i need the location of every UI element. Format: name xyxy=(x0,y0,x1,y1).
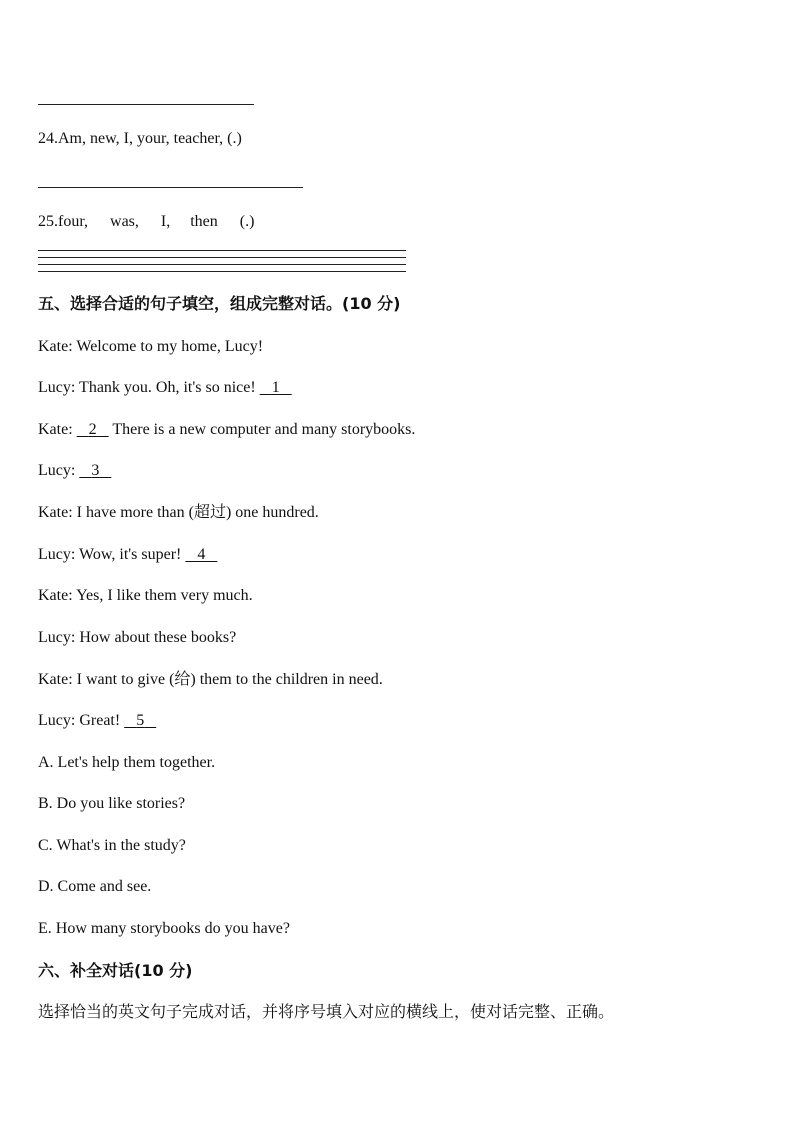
word: was, xyxy=(110,213,139,230)
line-text: Wow, it's super! xyxy=(79,546,182,563)
speaker: Lucy: xyxy=(38,462,76,479)
dialogue-line xyxy=(38,670,383,690)
blank-number: 1 xyxy=(271,379,280,396)
blank-2[interactable] xyxy=(77,420,109,440)
word: (.) xyxy=(239,213,255,230)
answer-line[interactable] xyxy=(38,257,406,258)
dialogue-line xyxy=(38,586,253,606)
speaker: Lucy: xyxy=(38,379,76,396)
option-e: E. How many storybooks do you have? xyxy=(38,920,290,937)
line-text: Welcome to my home, Lucy! xyxy=(76,338,264,355)
dialogue-line xyxy=(38,420,415,440)
answer-line[interactable] xyxy=(38,250,406,251)
line-text: How about these books? xyxy=(79,629,237,646)
line-text: I have more than (超过) one hundred. xyxy=(76,504,319,521)
dialogue-line xyxy=(38,711,156,731)
line-text: There is a new computer and many storybooks. xyxy=(112,421,416,438)
question-number: 24. xyxy=(38,130,58,147)
blank-4[interactable] xyxy=(185,545,217,565)
answer-line[interactable] xyxy=(38,271,406,272)
dialogue-line xyxy=(38,378,292,398)
question-number: 25. xyxy=(38,213,58,230)
blank-number: 4 xyxy=(197,546,206,563)
answer-line[interactable] xyxy=(38,187,303,188)
option-c: C. What's in the study? xyxy=(38,837,186,854)
answer-line[interactable] xyxy=(38,264,406,265)
speaker: Lucy: xyxy=(38,629,76,646)
word: I, xyxy=(160,213,171,230)
word: then xyxy=(190,213,218,230)
blank-number: 5 xyxy=(136,712,145,729)
option-d: D. Come and see. xyxy=(38,878,152,895)
blank-number: 3 xyxy=(91,462,100,479)
speaker: Lucy: xyxy=(38,546,76,563)
dialogue-line xyxy=(38,337,263,357)
speaker: Kate: xyxy=(38,338,73,355)
speaker: Kate: xyxy=(38,421,73,438)
option-a: A. Let's help them together. xyxy=(38,754,216,771)
section-6-title: 六、补全对话(10 分) xyxy=(38,961,193,980)
section-5-title: 五、选择合适的句子填空，组成完整对话。(10 分) xyxy=(38,294,401,313)
line-text: I want to give (给) them to the children in need. xyxy=(76,671,383,688)
blank-5[interactable] xyxy=(124,711,156,731)
blank-number: 2 xyxy=(88,421,97,438)
speaker: Kate: xyxy=(38,504,73,521)
option-b: B. Do you like stories? xyxy=(38,795,186,812)
blank-3[interactable] xyxy=(79,461,111,481)
question-25 xyxy=(38,212,254,232)
speaker: Kate: xyxy=(38,587,73,604)
speaker: Lucy: xyxy=(38,712,76,729)
dialogue-line xyxy=(38,628,236,648)
dialogue-line xyxy=(38,545,217,565)
dialogue-line xyxy=(38,461,111,481)
line-text: Great! xyxy=(79,712,121,729)
section-6-instruction: 选择恰当的英文句子完成对话，并将序号填入对应的横线上，使对话完整、正确。 xyxy=(38,1002,615,1021)
dialogue-line xyxy=(38,503,319,523)
speaker: Kate: xyxy=(38,671,73,688)
question-text: Am, new, I, your, teacher, (.) xyxy=(58,130,242,147)
line-text: Thank you. Oh, it's so nice! xyxy=(79,379,256,396)
answer-line[interactable] xyxy=(38,104,254,105)
line-text: Yes, I like them very much. xyxy=(76,587,253,604)
question-24 xyxy=(38,129,242,149)
word: four, xyxy=(58,213,89,230)
blank-1[interactable] xyxy=(260,378,292,398)
